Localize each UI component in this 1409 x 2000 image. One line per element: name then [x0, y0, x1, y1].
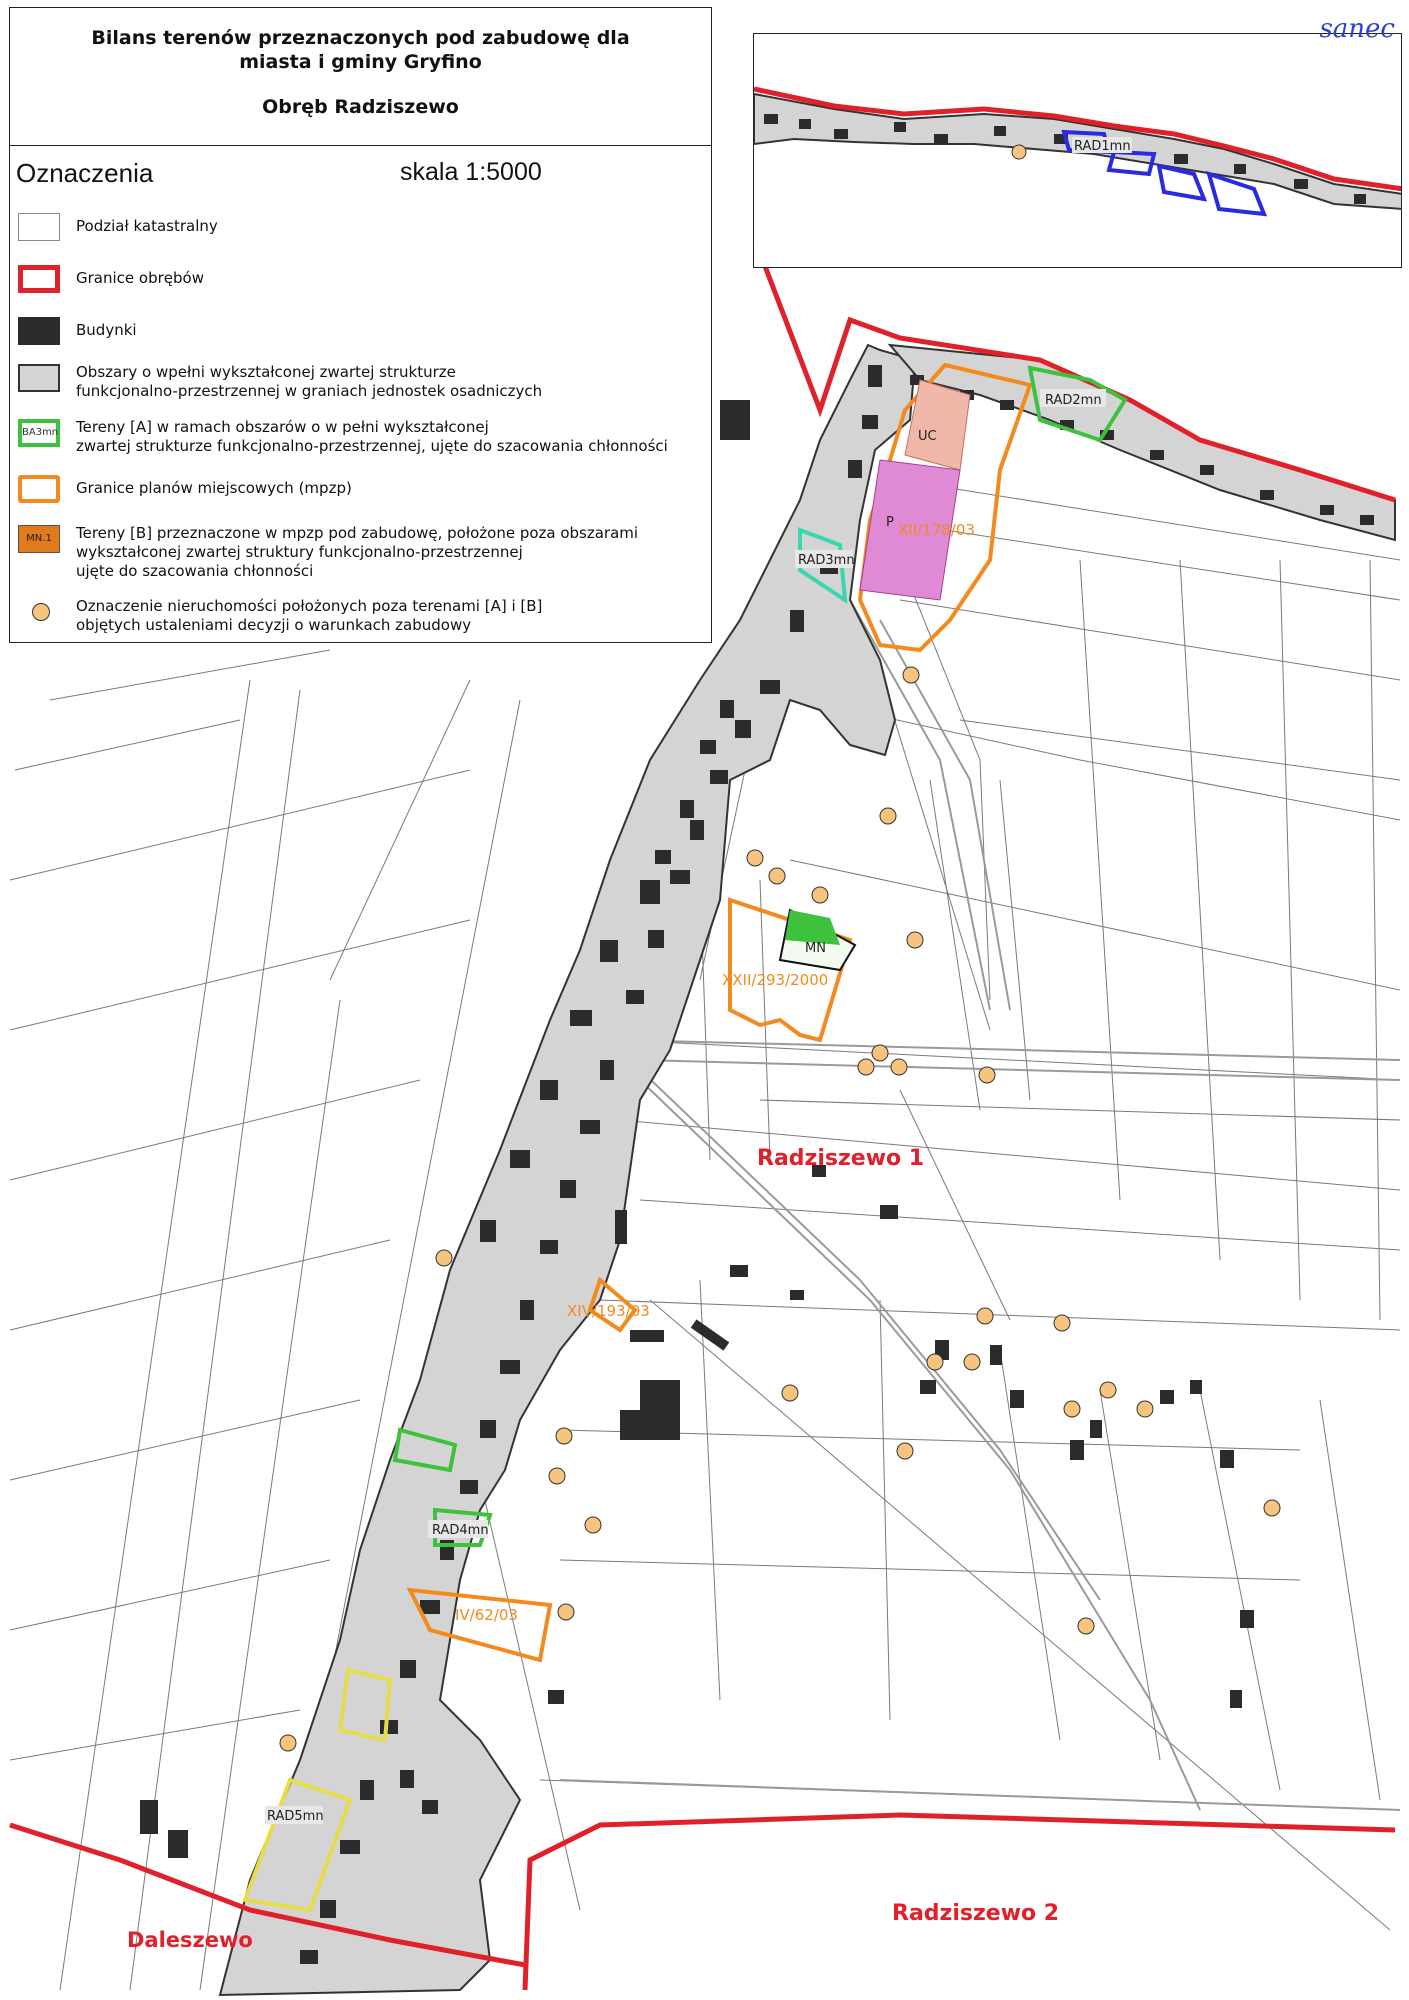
- legend-label-2: zwartej strukturze funkcjonalno-przestrzennej, ujęte do szacowania chłonności: [76, 437, 668, 455]
- label-rad2: RAD2mn: [1045, 393, 1102, 408]
- label-mn: MN: [805, 941, 826, 956]
- inset-label-rad1: RAD1mn: [1074, 139, 1131, 154]
- legend-label: Oznaczenie nieruchomości położonych poza terenami [A] i [B]: [76, 597, 543, 615]
- label-plan3: XIV/193/03: [567, 1302, 650, 1320]
- settlement-symbol: [18, 364, 60, 392]
- title-line1: Bilans terenów przeznaczonych pod zabudowę dla: [91, 27, 630, 49]
- legend-scale: skala 1:5000: [400, 158, 542, 186]
- label-rad3: RAD3mn: [798, 553, 855, 568]
- settlement-area-top: [890, 345, 1395, 540]
- boundary-symbol: [18, 265, 60, 293]
- label-p: P: [886, 515, 894, 530]
- label-plan2: XXII/293/2000: [722, 971, 829, 989]
- legend-label-2: wykształconej zwartej struktury funkcjonalno-przestrzennej: [76, 543, 523, 561]
- legend-label-2: funkcjonalno-przestrzennej w graniach jednostek osadniczych: [76, 382, 543, 400]
- label-region2: Radziszewo 2: [892, 1901, 1060, 1926]
- inset-svg: [754, 34, 1402, 268]
- cadastral-symbol: [18, 213, 60, 241]
- label-rad4: RAD4mn: [432, 1523, 489, 1538]
- label-plan4: IV/62/03: [455, 1606, 518, 1624]
- label-uc: UC: [918, 429, 937, 444]
- legend-label: Tereny [B] przeznaczone w mpzp pod zabudowę, położone poza obszarami: [76, 524, 639, 542]
- label-plan1: XII/178/03: [898, 521, 975, 539]
- uc-area: [905, 380, 970, 470]
- legend-heading: Oznaczenia: [16, 158, 154, 188]
- plan-symbol: [18, 475, 60, 503]
- legend-label: Granice planów miejscowych (mpzp): [76, 479, 352, 497]
- legend-title: [10, 8, 711, 146]
- decision-symbol: [32, 603, 50, 621]
- legend-label: Obszary o wpełni wykształconej zwartej strukturze: [76, 363, 456, 381]
- legend-panel: [9, 7, 712, 643]
- legend-label-2: objętych ustaleniami decyzji o warunkach zabudowy: [76, 616, 472, 634]
- legend-label: Granice obrębów: [76, 269, 204, 287]
- inset-map: [753, 33, 1402, 268]
- legend-label: Budynki: [76, 321, 137, 339]
- label-rad5: RAD5mn: [267, 1809, 324, 1824]
- legend-label: Podział katastralny: [76, 217, 218, 235]
- label-region1: Radziszewo 1: [757, 1146, 925, 1171]
- title-line3: Obręb Radziszewo: [262, 96, 459, 118]
- watermark-signature: sanec: [1319, 14, 1395, 44]
- title-line2: miasta i gminy Gryfino: [239, 51, 482, 73]
- label-region3: Daleszewo: [127, 1928, 253, 1952]
- legend-label: Tereny [A] w ramach obszarów o w pełni wykształconej: [76, 418, 489, 436]
- terrain-a-symbol: BA3mn: [18, 419, 60, 447]
- building-symbol: [18, 317, 60, 345]
- mn-green: [785, 910, 840, 945]
- legend-label-3: ujęte do szacowania chłonności: [76, 562, 314, 580]
- terrain-b-symbol: MN.1: [18, 525, 60, 553]
- inset-decision-marker: [1012, 145, 1026, 159]
